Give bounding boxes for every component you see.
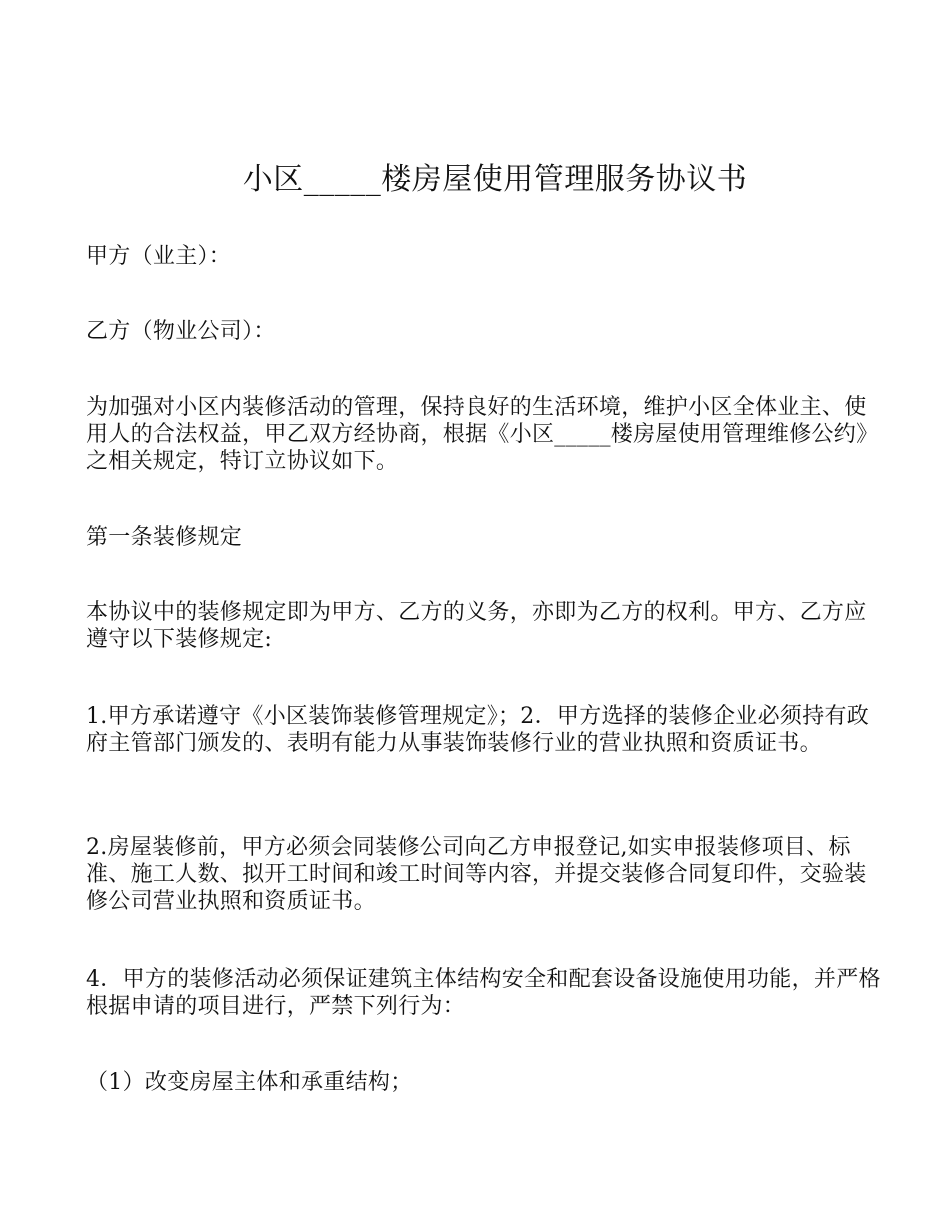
preamble-paragraph: 为加强对小区内装修活动的管理，保持良好的生活环境，维护小区全体业主、使用人的合法权益，甲乙双方经协商，根据《小区_____楼房屋使用管理维修公约》之相关规定，特订立协议如下。: [86, 395, 879, 474]
article-1-heading: 第一条装修规定: [86, 525, 243, 550]
party-a-line: 甲方（业主）：: [86, 244, 232, 269]
clause-1-paragraph: 1.甲方承诺遵守《小区装饰装修管理规定》；2．甲方选择的装修企业必须持有政府主管部门颁发的、表明有能力从事装饰装修行业的营业执照和资质证书。: [86, 704, 870, 756]
document-title: 小区_____楼房屋使用管理服务协议书: [242, 162, 748, 197]
clause-4-paragraph: 4．甲方的装修活动必须保证建筑主体结构安全和配套设备设施使用功能，并严格根据申请的项目进行，严禁下列行为：: [86, 967, 881, 1019]
party-b-line: 乙方（物业公司）：: [86, 319, 276, 344]
clause-2-paragraph: 2.房屋装修前，甲方必须会同装修公司向乙方申报登记,如实申报装修项目、标准、施工人数、拟开工时间和竣工时间等内容，并提交装修合同复印件，交验装修公司营业执照和资质证书。: [86, 835, 867, 914]
prohibited-item-1: （1）改变房屋主体和承重结构；: [86, 1070, 413, 1095]
article-1-intro: 本协议中的装修规定即为甲方、乙方的义务，亦即为乙方的权利。甲方、乙方应遵守以下装修规定:: [86, 600, 867, 652]
